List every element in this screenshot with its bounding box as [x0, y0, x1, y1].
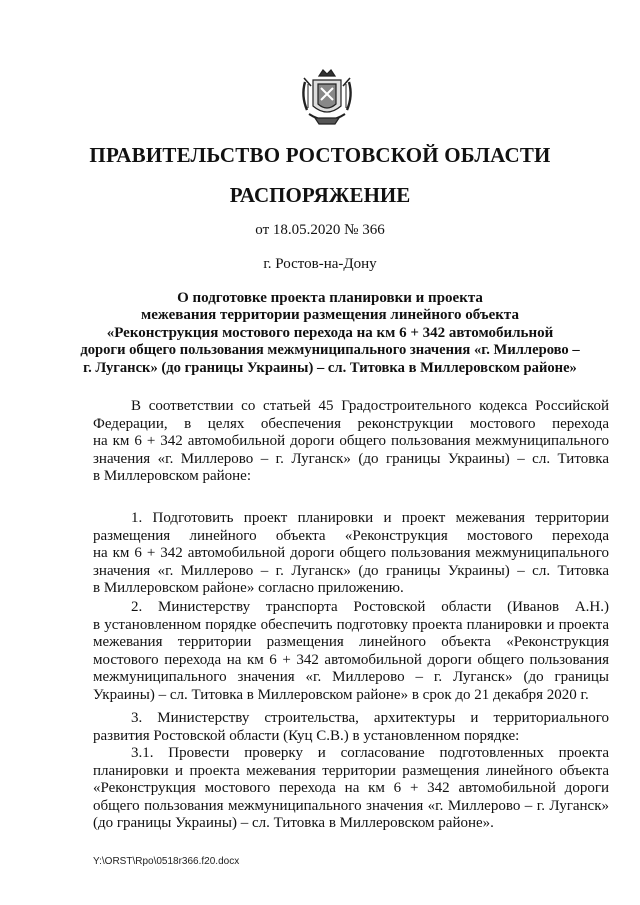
text-line: значения «г. Миллерово – г. Луганск» (до границы Украины) – сл. Титовка	[93, 562, 609, 579]
title-line: межевания территории размещения линейного объекта	[141, 307, 519, 324]
item-3-1-paragraph	[93, 745, 609, 833]
item-2-paragraph	[93, 599, 609, 705]
text-line: на км 6 + 342 автомобильной дороги общего пользования межмуниципального	[93, 545, 609, 562]
text-line: 3. Министерству строительства, архитектуры и территориального	[131, 710, 609, 726]
coat-of-arms-emblem	[299, 66, 355, 132]
text-line: в Миллеровском районе:	[93, 468, 251, 485]
text-line: В соответствии со статьей 45 Градостроительного кодекса Российской	[131, 398, 609, 414]
item-3-paragraph	[93, 710, 609, 745]
title-line: г. Луганск» (до границы Украины) – сл. Титовка в Миллеровском районе»	[83, 359, 577, 376]
file-path-footer: Y:\ORST\Rpo\0518r366.f20.docx	[93, 856, 240, 867]
text-line: межевания территории размещения линейного объекта «Реконструкция	[93, 634, 609, 651]
text-line: межмуниципального значения «г. Миллерово – г. Луганск» (до границы	[93, 669, 609, 686]
text-line: в установленном порядке обеспечить подготовку проекта планировки и проекта	[93, 616, 609, 633]
document-type: РАСПОРЯЖЕНИЕ	[229, 183, 411, 207]
title-line: О подготовке проекта планировки и проекта	[177, 290, 483, 306]
text-line: Украины) – сл. Титовка в Миллеровском районе» в срок до 21 декабря 2020 г.	[93, 686, 589, 703]
title-line: дороги общего пользования межмуниципального значения «г. Миллерово –	[80, 342, 580, 359]
text-line: размещения линейного объекта «Реконструкция мостового перехода	[93, 527, 609, 544]
text-line: 2. Министерству транспорта Ростовской области (Иванов А.Н.)	[131, 599, 609, 615]
city: г. Ростов-на-Дону	[263, 256, 377, 272]
text-line: планировки и проекта межевания территории размещения линейного объекта	[93, 762, 609, 779]
text-line: на км 6 + 342 автомобильной дороги общего пользования межмуниципального	[93, 433, 609, 450]
item-1-paragraph	[93, 510, 609, 598]
text-line: Федерации, в целях обеспечения реконструкции мостового перехода	[93, 415, 609, 432]
text-line: значения «г. Миллерово – г. Луганск» (до границы Украины) – сл. Титовка	[93, 450, 609, 467]
text-line: в Миллеровском районе» согласно приложению.	[93, 580, 404, 597]
government-name: ПРАВИТЕЛЬСТВО РОСТОВСКОЙ ОБЛАСТИ	[89, 143, 551, 167]
text-line: развития Ростовской области (Куц С.В.) в установленном порядке:	[93, 727, 520, 744]
title-line: «Реконструкция мостового перехода на км 6 + 342 автомобильной	[106, 324, 554, 341]
document-title	[80, 290, 580, 377]
text-line: 3.1. Провести проверку и согласование подготовленных проекта	[131, 745, 609, 761]
text-line: «Реконструкция мостового перехода на км 6 + 342 автомобильной дороги	[93, 780, 609, 797]
text-line: мостового перехода на км 6 + 342 автомобильной дороги общего пользования	[93, 651, 609, 668]
date-and-number: от 18.05.2020 № 366	[255, 222, 385, 238]
text-line: общего пользования межмуниципального значения «г. Миллерово – г. Луганск»	[93, 797, 609, 814]
preamble-paragraph	[93, 398, 609, 486]
text-line: (до границы Украины) – сл. Титовка в Миллеровском районе».	[93, 815, 494, 832]
text-line: 1. Подготовить проект планировки и проект межевания территории	[131, 510, 609, 526]
